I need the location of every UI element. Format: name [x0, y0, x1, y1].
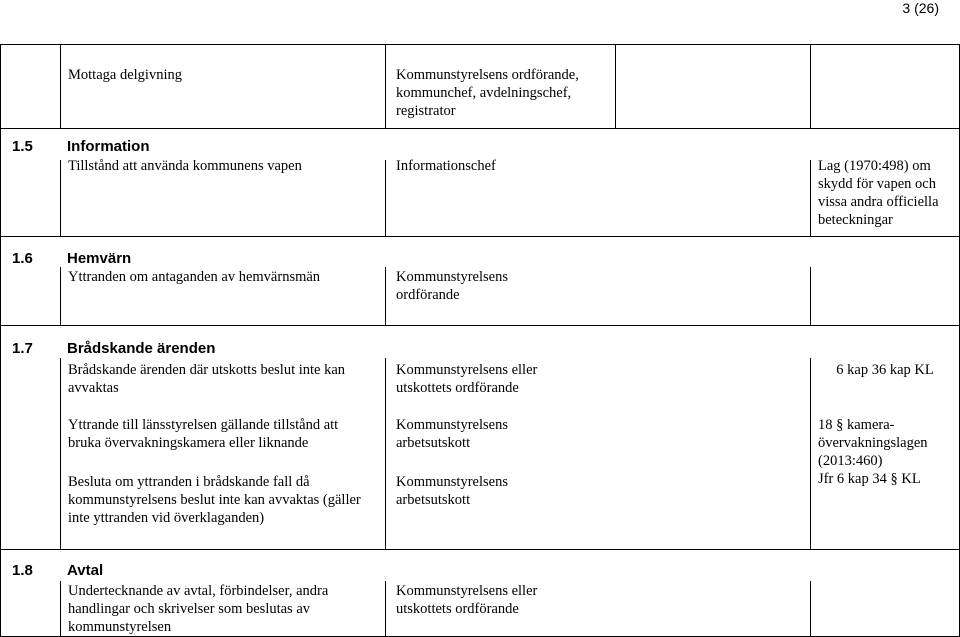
- column-divider: [60, 358, 61, 550]
- column-divider: [385, 267, 386, 326]
- column-divider: [385, 581, 386, 637]
- column-divider: [385, 358, 386, 550]
- delegate-cell: Kommunstyrelsens eller utskottets ordförande: [396, 583, 538, 617]
- column-divider: [385, 44, 386, 129]
- column-divider: [810, 581, 811, 637]
- delegate-cell: Kommunstyrelsens eller utskottets ordförande: [396, 362, 538, 396]
- action-cell: Tillstånd att använda kommunens vapen: [68, 158, 302, 174]
- table-divider: [0, 128, 960, 129]
- column-divider: [810, 44, 811, 129]
- section-number: 1.7: [12, 340, 33, 357]
- column-divider: [615, 44, 616, 129]
- delegate-cell: Kommunstyrelsens ordförande: [396, 269, 508, 303]
- section-title: Brådskande ärenden: [67, 340, 216, 357]
- delegate-cell: Informationschef: [396, 158, 496, 174]
- column-divider: [810, 358, 811, 550]
- section-number: 1.8: [12, 562, 33, 579]
- action-cell: Yttranden om antaganden av hemvärnsmän: [68, 269, 321, 285]
- note-cell: 6 kap 36 kap KL: [836, 362, 934, 378]
- action-cell: Brådskande ärenden där utskotts beslut inte kan avvaktas: [68, 362, 346, 396]
- action-cell: Mottaga delgivning: [68, 67, 182, 83]
- section-heading: [12, 138, 150, 156]
- delegate-cell: Kommunstyrelsens arbetsutskott: [396, 417, 508, 451]
- action-cell: Yttrande till länsstyrelsen gällande tillstånd att bruka övervakningskamera eller liknande: [68, 417, 339, 451]
- column-divider: [810, 267, 811, 326]
- action-cell: Undertecknande av avtal, förbindelser, andra handlingar och skrivelser som beslutas av kommunstyrelsen: [68, 583, 329, 635]
- section-heading: [12, 340, 215, 358]
- column-divider: [60, 160, 61, 237]
- delegate-cell: Kommunstyrelsens ordförande, kommunchef, avdelningschef, registrator: [396, 67, 579, 119]
- page-number: 3 (26): [902, 0, 939, 16]
- section-title: Avtal: [67, 562, 104, 579]
- table-left-border: [0, 44, 1, 637]
- table-divider: [0, 325, 960, 326]
- delegate-cell: Kommunstyrelsens arbetsutskott: [396, 474, 508, 508]
- section-number: 1.5: [12, 138, 33, 155]
- note-cell: 18 § kamera-övervakningslagen (2013:460): [818, 417, 928, 469]
- note-cell: Lag (1970:498) om skydd för vapen och vissa andra officiella beteckningar: [818, 158, 939, 228]
- column-divider: [60, 267, 61, 326]
- column-divider: [60, 44, 61, 129]
- section-number: 1.6: [12, 250, 33, 267]
- action-cell: Besluta om yttranden i brådskande fall då kommunstyrelsens beslut inte kan avvaktas (gäller inte yttranden vid överklaganden): [68, 474, 361, 526]
- section-heading: [12, 250, 131, 268]
- column-divider: [385, 160, 386, 237]
- section-title: Hemvärn: [67, 250, 132, 267]
- section-title: Information: [67, 138, 150, 155]
- section-heading: [12, 562, 103, 580]
- note-cell: Jfr 6 kap 34 § KL: [818, 471, 921, 487]
- column-divider: [60, 581, 61, 637]
- table-divider: [0, 549, 960, 550]
- column-divider: [810, 160, 811, 237]
- table-top-border: [0, 44, 960, 45]
- table-divider: [0, 236, 960, 237]
